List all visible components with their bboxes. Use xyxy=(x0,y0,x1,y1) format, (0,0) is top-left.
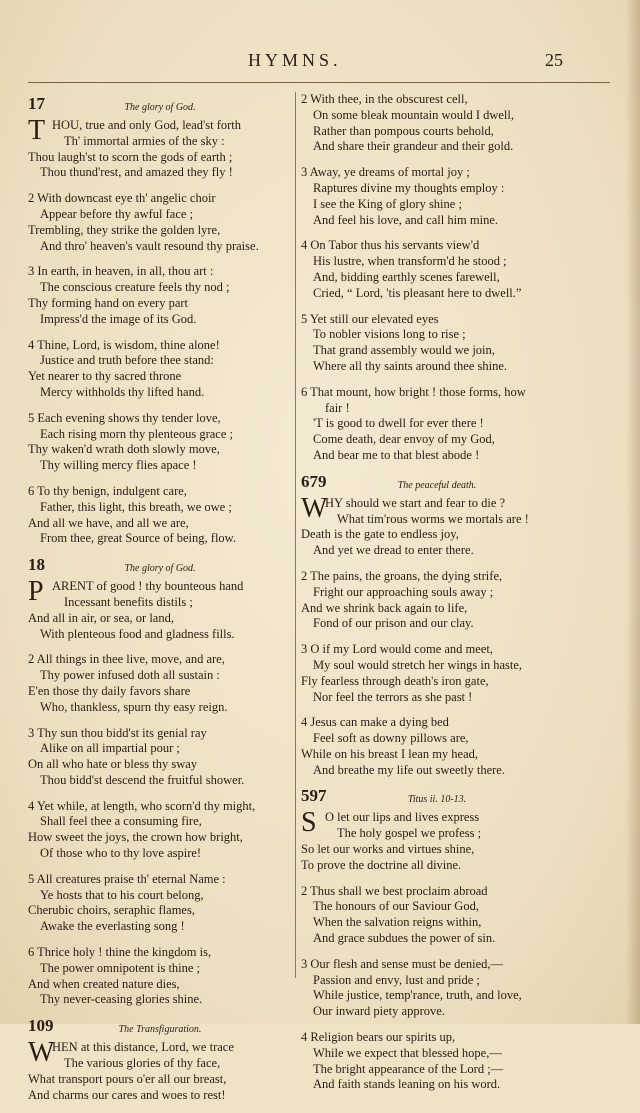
stanza xyxy=(301,1030,573,1093)
verse-line: 4 Thine, Lord, is wisdom, thine alone! xyxy=(28,337,220,352)
verse-line: His lustre, when transform'd he stood ; xyxy=(313,254,507,269)
stanza xyxy=(301,165,573,228)
verse-line: 5 All creatures praise th' eternal Name : xyxy=(28,871,226,886)
verse-line: Passion and envy, lust and pride ; xyxy=(313,972,480,987)
verse-line: 2 With thee, in the obscurest cell, xyxy=(301,92,468,106)
header-rule xyxy=(28,82,610,83)
verse-line: Father, this light, this breath, we owe ; xyxy=(40,499,232,514)
verse-line: The honours of our Saviour God, xyxy=(313,899,479,914)
verse-line: Who, thankless, spurn thy easy reign. xyxy=(40,699,228,714)
hymn-heading xyxy=(301,788,573,810)
hymn-heading xyxy=(28,557,292,579)
drop-cap: W xyxy=(301,492,328,524)
verse-line: Thou thund'rest, and amazed they fly ! xyxy=(40,165,233,180)
hymn-title: The peaceful death. xyxy=(397,479,477,491)
verse-line: Justice and truth before thee stand: xyxy=(40,353,214,368)
stanza xyxy=(28,191,292,254)
verse-line: What tim'rous worms we mortals are ! xyxy=(337,511,529,526)
verse-line: 5 Each evening shows thy tender love, xyxy=(28,410,221,425)
verse-line: 5 Yet still our elevated eyes xyxy=(301,311,439,326)
verse-line: 3 Thy sun thou bidd'st its genial ray xyxy=(28,725,207,740)
verse-line: fair ! xyxy=(325,400,350,415)
verse-line: And yet we dread to enter there. xyxy=(313,543,474,558)
stanza xyxy=(301,238,573,301)
verse-line: Thy forming hand on every part xyxy=(28,295,189,310)
verse-line: And, bidding earthly scenes farewell, xyxy=(313,269,500,284)
verse-line: How sweet the joys, the crown how bright, xyxy=(28,830,243,845)
verse-line: And bear me to that blest abode ! xyxy=(313,447,480,462)
drop-cap: P xyxy=(28,576,44,608)
verse-line: 4 Jesus can make a dying bed xyxy=(301,715,449,730)
stanza xyxy=(301,715,573,778)
verse-line: That grand assembly would we join, xyxy=(313,343,495,358)
verse-line: And all in air, or sea, or land, xyxy=(28,610,174,625)
verse-line: 6 To thy benign, indulgent care, xyxy=(28,483,187,498)
verse-line: And feel his love, and call him mine. xyxy=(313,212,499,227)
hymn-heading xyxy=(28,1018,292,1040)
verse-line: 2 With downcast eye th' angelic choir xyxy=(28,191,216,206)
stanza xyxy=(28,264,292,327)
verse-line: From thee, great Source of being, flow. xyxy=(40,531,237,546)
drop-cap: T xyxy=(28,115,46,146)
verse-line: On some bleak mountain would I dwell, xyxy=(313,107,515,122)
verse-line: Trembling, they strike the golden lyre, xyxy=(28,222,221,237)
hymn-title: The glory of God. xyxy=(124,563,196,575)
verse-line: While on his breast I lean my head, xyxy=(301,746,479,761)
hymn-number: 17 xyxy=(28,94,45,113)
verse-line: 3 Our flesh and sense must be denied,— xyxy=(301,956,504,971)
verse-line: Thy willing mercy flies apace ! xyxy=(40,458,197,473)
verse-line: The bright appearance of the Lord ;— xyxy=(313,1061,504,1076)
hymn xyxy=(301,471,573,779)
stanza xyxy=(28,115,292,181)
verse-line: Awake the everlasting song ! xyxy=(40,919,185,934)
verse-line: 2 The pains, the groans, the dying strife, xyxy=(301,568,503,583)
stanza xyxy=(28,945,292,1008)
verse-line: Thy never-ceasing glories shine. xyxy=(40,992,203,1007)
verse-line: 6 Thrice holy ! thine the kingdom is, xyxy=(28,945,212,960)
verse-line: Thou bidd'st descend the fruitful shower. xyxy=(40,772,245,787)
verse-line: And we shrink back again to life, xyxy=(301,600,468,615)
running-header xyxy=(0,50,640,76)
hymn-heading xyxy=(301,471,573,496)
verse-line: And all we have, and all we are, xyxy=(28,515,189,530)
verse-line: While we expect that blessed hope,— xyxy=(313,1045,502,1060)
verse-line: Th' immortal armies of the sky : xyxy=(64,133,225,148)
verse-line: Yet nearer to thy sacred throne xyxy=(28,369,182,384)
drop-cap: W xyxy=(28,1037,55,1069)
verse-line: Nor feel the terrors as she past ! xyxy=(313,689,473,704)
verse-line: And grace subdues the power of sin. xyxy=(313,931,496,946)
column-divider xyxy=(295,92,296,978)
verse-line: The various glories of thy face, xyxy=(64,1056,221,1071)
verse-line: S O let our lips and lives express xyxy=(301,807,480,839)
verse-line: With plenteous food and gladness fills. xyxy=(40,626,235,641)
verse-line: Cherubic choirs, seraphic flames, xyxy=(28,903,195,918)
stanza xyxy=(301,957,573,1020)
left-column xyxy=(28,92,292,1113)
verse-line: So let our works and virtues shine, xyxy=(301,842,475,857)
hymn-number: 18 xyxy=(28,555,45,575)
verse-line: While justice, temp'rance, truth, and love, xyxy=(313,988,522,1003)
page-number: 25 xyxy=(545,50,563,70)
verse-line: 4 On Tabor thus his servants view'd xyxy=(301,238,480,253)
stanza xyxy=(28,726,292,789)
verse-line: Fond of our prison and our clay. xyxy=(313,616,474,631)
verse-line: 2 All things in thee live, move, and are, xyxy=(28,652,225,667)
stanza xyxy=(301,807,573,873)
verse-line: And faith stands leaning on his word. xyxy=(313,1077,501,1092)
stanza xyxy=(28,411,292,474)
verse-line: 6 That mount, how bright ! those forms, how xyxy=(301,384,526,399)
verse-line: Impress'd the image of its God. xyxy=(40,311,197,326)
right-column xyxy=(301,92,573,1103)
verse-line: Death is the gate to endless joy, xyxy=(301,527,459,542)
verse-line: Incessant benefits distils ; xyxy=(64,594,193,609)
stanza xyxy=(28,652,292,715)
hymn xyxy=(28,557,292,1008)
verse-line: 4 Yet while, at length, who scorn'd thy might, xyxy=(28,798,256,813)
stanza xyxy=(28,576,292,642)
verse-line: 4 Religion bears our spirits up, xyxy=(301,1030,456,1045)
stanza xyxy=(301,642,573,705)
verse-line: On all who hate or bless thy sway xyxy=(28,757,198,772)
verse-line: I see the King of glory shine ; xyxy=(313,196,462,211)
verse-line: Rather than pompous courts behold, xyxy=(313,123,494,138)
verse-line: Each rising morn thy plenteous grace ; xyxy=(40,426,233,441)
verse-line: When the salvation reigns within, xyxy=(313,915,482,930)
verse-line: 3 O if my Lord would come and meet, xyxy=(301,642,493,657)
hymn-title: Titus ii. 10-13. xyxy=(407,794,467,806)
verse-line: My soul would stretch her wings in haste, xyxy=(313,657,523,672)
verse-line: 3 In earth, in heaven, in all, thou art : xyxy=(28,264,214,279)
stanza xyxy=(301,92,573,155)
verse-line: Feel soft as downy pillows are, xyxy=(313,731,469,746)
hymn xyxy=(28,96,292,547)
hymn xyxy=(28,1018,292,1103)
verse-line: The holy gospel we profess ; xyxy=(337,826,482,841)
stanza xyxy=(301,569,573,632)
verse-line: And when created nature dies, xyxy=(28,976,180,991)
page-title: HYMNS. xyxy=(248,50,342,70)
verse-line: To nobler visions long to rise ; xyxy=(313,327,466,342)
hymn-number: 109 xyxy=(28,1016,54,1036)
hymn-title: The glory of God. xyxy=(124,102,196,113)
verse-line: Of those who to thy love aspire! xyxy=(40,846,202,861)
stanza xyxy=(301,385,573,464)
verse-line: T HOU, true and only God, lead'st forth xyxy=(28,115,242,146)
hymn xyxy=(301,92,573,464)
verse-line: Our inward piety approve. xyxy=(313,1004,445,1019)
verse-line: E'en those thy daily favors share xyxy=(28,683,191,698)
verse-line: And share their grandeur and their gold. xyxy=(313,139,514,154)
verse-line: The power omnipotent is thine ; xyxy=(40,960,201,975)
verse-line: Fright our approaching souls away ; xyxy=(313,584,494,599)
verse-line: Ye hosts that to his court belong, xyxy=(40,887,204,902)
verse-line: Raptures divine my thoughts employ : xyxy=(313,180,505,195)
verse-line: And charms our cares and woes to rest! xyxy=(28,1087,226,1102)
stanza xyxy=(301,312,573,375)
verse-line: W HEN at this distance, Lord, we trace xyxy=(28,1037,234,1069)
verse-line: Come death, dear envoy of my God, xyxy=(313,432,495,447)
verse-line: To prove the doctrine all divine. xyxy=(301,857,462,872)
verse-line: Thy waken'd wrath doth slowly move, xyxy=(28,442,220,457)
stanza xyxy=(301,492,573,559)
verse-line: P ARENT of good ! thy bounteous hand xyxy=(28,576,244,608)
hymn-heading xyxy=(28,96,292,118)
stanza xyxy=(28,1037,292,1103)
stanza xyxy=(28,338,292,401)
verse-line: The conscious creature feels thy nod ; xyxy=(40,280,230,295)
verse-line: Thy power infused doth all sustain : xyxy=(40,668,220,683)
verse-line: And thro' heaven's vault resound thy praise. xyxy=(40,238,259,253)
verse-line: Where all thy saints around thee shine. xyxy=(313,358,508,373)
verse-line: And breathe my life out sweetly there. xyxy=(313,762,505,777)
verse-line: W HY should we start and fear to die ? xyxy=(301,492,506,524)
verse-line: Fly fearless through death's iron gate, xyxy=(301,673,489,688)
stanza xyxy=(28,872,292,935)
stanza xyxy=(28,799,292,862)
verse-line: Alike on all impartial pour ; xyxy=(40,741,180,756)
verse-line: Thou laugh'st to scorn the gods of earth ; xyxy=(28,149,233,164)
verse-line: 2 Thus shall we best proclaim abroad xyxy=(301,883,488,898)
verse-line: Appear before thy awful face ; xyxy=(40,206,194,221)
hymn-number: 597 xyxy=(301,786,327,806)
verse-line: 'T is good to dwell for ever there ! xyxy=(313,416,484,431)
verse-line: Mercy withholds thy lifted hand. xyxy=(40,384,205,399)
verse-line: 3 Away, ye dreams of mortal joy ; xyxy=(301,165,470,180)
hymn-title: The Transfiguration. xyxy=(118,1024,202,1036)
verse-line: Cried, “ Lord, 'tis pleasant here to dwell.” xyxy=(313,285,522,300)
verse-line: What transport pours o'er all our breast, xyxy=(28,1071,227,1086)
drop-cap: S xyxy=(301,807,317,839)
verse-line: Shall feel thee a consuming fire, xyxy=(40,814,202,829)
hymn xyxy=(301,788,573,1093)
stanza xyxy=(28,484,292,547)
hymn-number: 679 xyxy=(301,471,327,491)
stanza xyxy=(301,884,573,947)
